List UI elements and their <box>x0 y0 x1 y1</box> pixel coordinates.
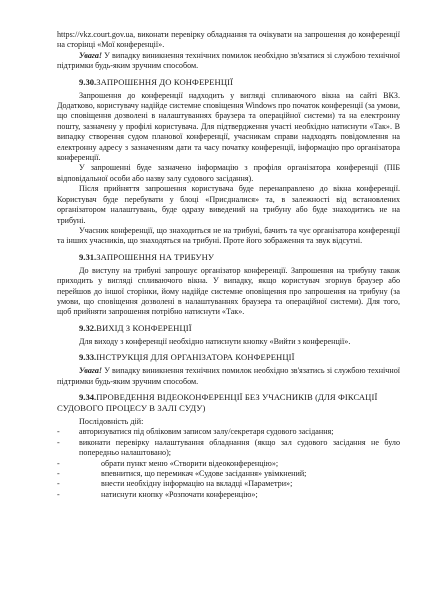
paragraph: Після прийняття запрошення користувача буде перенаправлено до вікна конференції. Користувач буде перебувати у блоці «Присдналися» та, в залежності від встановлених організатором налаштувань, буде одразу виведений на трибуну або буде знаходитись не на трибуні. <box>57 184 400 225</box>
paragraph: Учасник конференції, що знаходиться не на трибуні, бачить та чує організатора конференції та інших учасників, що знаходяться на трибуні. Проте його зображення та звук відсутні. <box>57 225 400 246</box>
list-item-text: виконати перевірку налаштування обладнання (якщо зал судового засідання не було попередньо налаштовано); <box>79 437 400 458</box>
section-number: 9.33. <box>79 352 97 363</box>
list-dash: - <box>57 427 60 437</box>
list-dash: - <box>57 489 60 499</box>
section-heading-9-30 <box>57 77 400 88</box>
paragraph-intro: https://vkz.court.gov.ua, виконати перевірку обладнання та очікувати на запрошення до конференції на сторінці «Мої конференції». <box>57 30 400 50</box>
section-heading-9-34 <box>57 392 400 414</box>
warning-text: У випадку виникнення технічних помилок необхідно зв'язатися зі службою технічної підтримки будь-яким зручним способом. <box>57 50 400 71</box>
section-number: 9.34. <box>79 391 97 402</box>
section-number: 9.30. <box>79 76 97 87</box>
list-item <box>57 427 400 437</box>
section-title: ЗАПРОШЕННЯ ДО КОНФЕРЕНЦІЇ <box>96 76 234 87</box>
list-dash: - <box>57 437 60 447</box>
paragraph: Запрошення до конференції надходить у вигляді спливаючого вікна на сайті ВКЗ. Додатково, користувачу надійде системне сповіщення Windows про початок конференції (за умови, що сповіщення дозволені в налаштуваннях браузера та операційної системи) та на електронну пошту, зазначену у профілі користувача. Для підтвердження участі необхідно натиснути «Так». В випадку створення судом планової конференції, учасникам справи надходять повідомлення на електронну адресу з зазначенням дати та часу початку конференції, інформацію про організатора конференції. <box>57 90 400 163</box>
list-item <box>57 490 400 500</box>
list-item <box>57 469 400 479</box>
section-title: ВИХІД З КОНФЕРЕНЦІЇ <box>96 322 192 333</box>
list-dash: - <box>57 469 60 478</box>
section-title: ПРОВЕДЕННЯ ВІДЕОКОНФЕРЕНЦІЇ БЕЗ УЧАСНИКІВ (ДЛЯ ФІКСАЦІЇ СУДОВОГО ПРОЦЕСУ В ЗАЛІ СУДУ) <box>57 391 378 413</box>
section-title: ЗАПРОШЕННЯ НА ТРИБУНУ <box>96 251 215 262</box>
warning-note <box>57 51 400 72</box>
warning-label: Увага! <box>79 366 103 376</box>
paragraph: У запрошенні буде зазначено інформацію з профіля організатора конференції (ПІБ відповідальної особи або назву залу судового засідання). <box>57 163 400 183</box>
list-item <box>57 479 400 489</box>
warning-text: У випадку виникнення технічних помилок необхідно зв'язатись зі службою технічної підтримки будь-яким зручним способом. <box>57 366 400 386</box>
section-number: 9.31. <box>79 251 97 262</box>
list-dash: - <box>57 479 60 489</box>
list-item-text: обрати пункт меню «Створити відеоконференцію»; <box>101 458 279 468</box>
list-dash: - <box>57 458 60 468</box>
list-item-text: авторизуватися під обліковим записом залу/секретаря судового засідання; <box>79 427 334 437</box>
paragraph: Для виходу з конференції необхідно натиснути кнопку «Вийти з конференції». <box>79 336 351 346</box>
list-item <box>57 459 400 469</box>
steps-intro: Послідовність дій: <box>79 416 144 426</box>
section-heading-9-31 <box>57 252 400 263</box>
list-item-text: впевнитися, що перемикач «Судове засідання» увімкнений; <box>101 469 307 478</box>
warning-label: Увага! <box>79 50 103 60</box>
list-item <box>57 438 400 459</box>
list-item-text: внести необхідну інформацію на вкладці «Параметри»; <box>101 479 293 489</box>
section-heading-9-33 <box>57 352 400 363</box>
list-item-text: натиснути кнопку «Розпочати конференцію»; <box>101 489 258 499</box>
paragraph: До виступу на трибуні запрошує організатор конференції. Запрошення на трибуну також приходить у вигляді спливаючого вікна. У випадку, якщо користувач згорнув браузер або перейшов до іншої сторінки, йому надійде системне оповіщення про запрошення на трибуну (за умови, що сповіщення дозволені в налаштуваннях браузера та операційної системи). Для того, щоб прийняти запрошення потрібно натиснути «Так». <box>57 265 400 317</box>
section-number: 9.32. <box>79 322 97 333</box>
warning-note <box>57 366 400 387</box>
section-title: ІНСТРУКЦІЯ ДЛЯ ОРГАНІЗАТОРА КОНФЕРЕНЦІЇ <box>96 352 295 363</box>
section-heading-9-32 <box>57 323 400 334</box>
